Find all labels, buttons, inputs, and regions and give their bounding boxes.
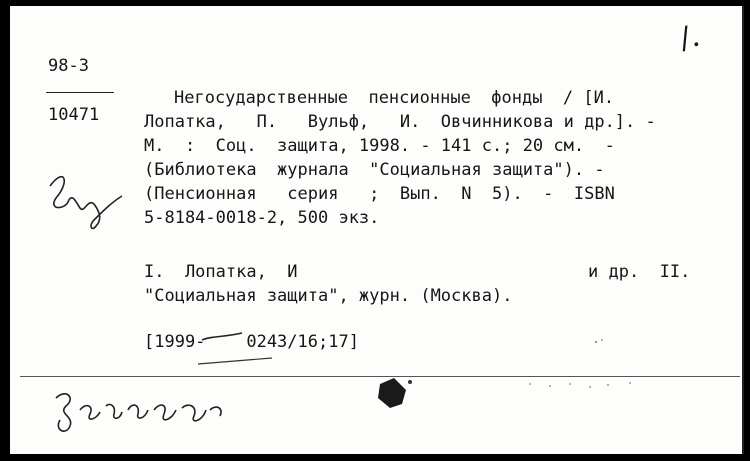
faint-specks	[529, 339, 631, 388]
handwriting-layer	[10, 6, 742, 454]
body-line-3: М. : Соц. защита, 1998. - 141 с.; 20 см. -	[144, 136, 615, 156]
catalog-card	[10, 6, 744, 454]
body-line-6: 5-8184-0018-2, 500 экз.	[144, 208, 380, 228]
tracing-left: I. Лопатка, И	[144, 262, 298, 282]
call-number-underline	[198, 358, 272, 364]
call-number-strike	[202, 333, 242, 340]
signature-bottom	[56, 394, 221, 431]
ink-smudge	[378, 378, 406, 408]
corner-mark: /.	[676, 18, 703, 57]
body-line-2: Лопатка, П. Вульф, И. Овчинникова и др.]. -	[144, 112, 656, 132]
call-number: [1999- 0243/16;17]	[144, 332, 359, 352]
body-line-4: (Библиотека журнала "Социальная защита"). -	[144, 160, 605, 180]
code-bottom: 10471	[48, 105, 100, 125]
ink-dot	[408, 380, 412, 384]
body-line-5: (Пенсионная серия ; Вып. N 5). - ISBN	[144, 184, 615, 204]
signature-left	[50, 177, 122, 229]
code-top: 98-3	[48, 56, 89, 76]
tracing-right: и др. II.	[588, 262, 691, 282]
tracing-line-2: "Социальная защита", журн. (Москва).	[144, 286, 513, 306]
body-line-1: Негосударственные пенсионные фонды / [И.	[174, 88, 615, 108]
